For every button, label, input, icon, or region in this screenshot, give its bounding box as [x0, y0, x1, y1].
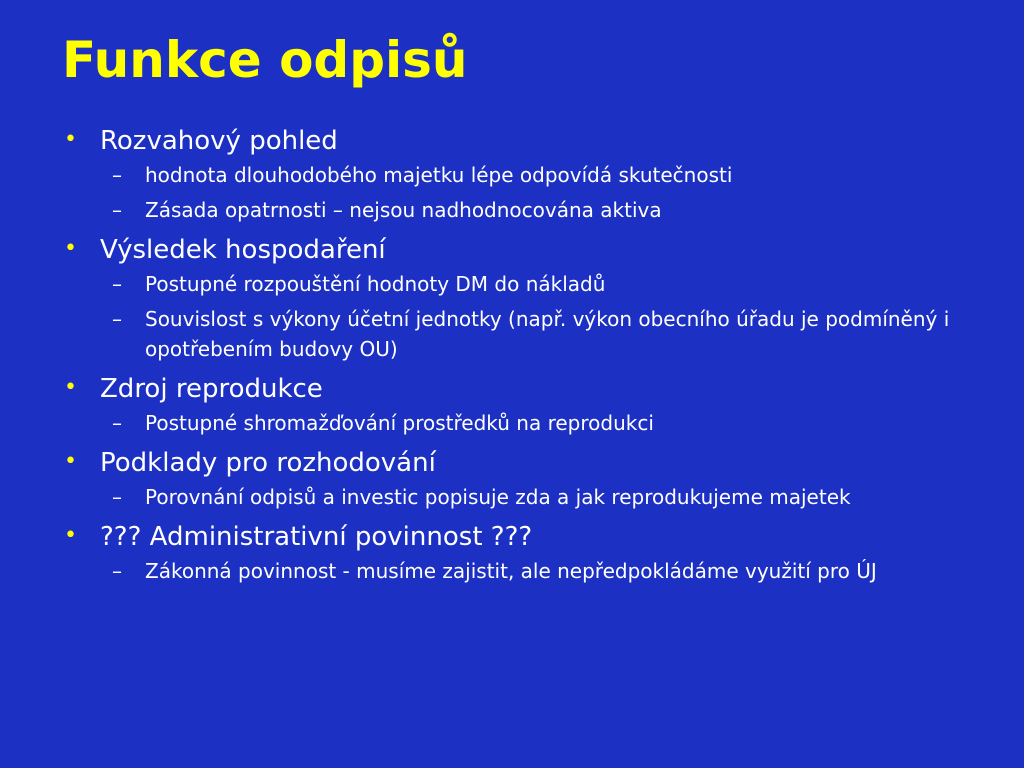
bullet-text: Rozvahový pohled [100, 126, 338, 156]
bullet-icon: • [64, 375, 77, 400]
dash-icon: – [112, 485, 122, 509]
bullet-text: ??? Administrativní povinnost ??? [100, 522, 533, 552]
sub-item [100, 408, 982, 438]
bullet-item [62, 122, 982, 225]
sub-text: Souvislost s výkony účetní jednotky (např. výkon obecního úřadu je podmíněný i opotřebením budovy OU) [145, 307, 950, 361]
sub-item [100, 304, 982, 364]
bullet-icon: • [64, 127, 77, 152]
dash-icon: – [112, 272, 122, 296]
dash-icon: – [112, 198, 122, 222]
bullet-text: Výsledek hospodaření [100, 235, 386, 265]
sub-item [100, 482, 982, 512]
sub-text: Postupné shromažďování prostředků na reprodukci [145, 411, 654, 435]
bullet-item [62, 231, 982, 364]
bullet-item [62, 444, 982, 512]
dash-icon: – [112, 411, 122, 435]
sub-item [100, 160, 982, 190]
dash-icon: – [112, 559, 122, 583]
sub-item [100, 195, 982, 225]
bullet-text: Zdroj reprodukce [100, 374, 323, 404]
bullet-item [62, 370, 982, 438]
bullet-icon: • [64, 236, 77, 261]
bullet-text: Podklady pro rozhodování [100, 448, 436, 478]
sub-text: hodnota dlouhodobého majetku lépe odpovídá skutečnosti [145, 163, 733, 187]
sub-item [100, 269, 982, 299]
sub-text: Zákonná povinnost - musíme zajistit, ale nepředpokládáme využití pro ÚJ [145, 559, 877, 583]
bullet-icon: • [64, 523, 77, 548]
sub-item [100, 556, 982, 586]
sub-text: Porovnání odpisů a investic popisuje zda a jak reprodukujeme majetek [145, 485, 851, 509]
dash-icon: – [112, 163, 122, 187]
bullet-item [62, 518, 982, 586]
slide-title: Funkce odpisů [62, 31, 468, 89]
sub-text: Postupné rozpouštění hodnoty DM do nákladů [145, 272, 606, 296]
bullet-icon: • [64, 449, 77, 474]
sub-text: Zásada opatrnosti – nejsou nadhodnocována aktiva [145, 198, 662, 222]
dash-icon: – [112, 307, 122, 331]
bullet-list [62, 122, 982, 586]
